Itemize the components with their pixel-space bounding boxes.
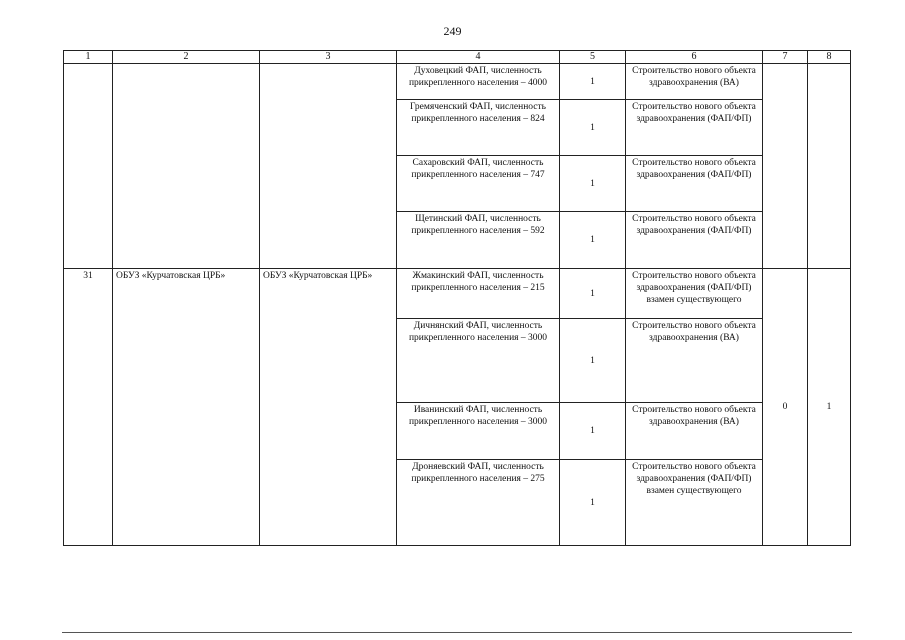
action-cell: Строительство нового объекта здравоохранения (ВА) xyxy=(626,403,763,460)
org-cell xyxy=(113,64,260,269)
facility-cell: Гремяченский ФАП, численность прикрепленного населения – 824 xyxy=(397,100,560,156)
facility-cell: Духовецкий ФАП, численность прикрепленного населения – 4000 xyxy=(397,64,560,100)
header-cell: 6 xyxy=(626,51,763,64)
action-cell: Строительство нового объекта здравоохранения (ФАП/ФП) xyxy=(626,156,763,212)
action-cell: Строительство нового объекта здравоохранения (ВА) xyxy=(626,319,763,403)
col7-cell xyxy=(763,64,808,269)
header-cell: 2 xyxy=(113,51,260,64)
col8-cell xyxy=(808,64,851,269)
header-cell: 3 xyxy=(260,51,397,64)
header-cell: 1 xyxy=(64,51,113,64)
facilities-table xyxy=(63,50,851,546)
action-cell: Строительство нового объекта здравоохранения (ВА) xyxy=(626,64,763,100)
count-cell: 1 xyxy=(560,403,626,460)
action-cell: Строительство нового объекта здравоохранения (ФАП/ФП) взамен существующего xyxy=(626,269,763,319)
header-cell: 4 xyxy=(397,51,560,64)
count-cell: 1 xyxy=(560,212,626,269)
number-cell xyxy=(64,64,113,269)
header-row xyxy=(64,51,851,64)
facility-cell: Дроняевский ФАП, численность прикрепленного населения – 275 xyxy=(397,460,560,546)
count-cell: 1 xyxy=(560,460,626,546)
facility-cell: Жмакинский ФАП, численность прикрепленного населения – 215 xyxy=(397,269,560,319)
action-cell: Строительство нового объекта здравоохранения (ФАП/ФП) взамен существующего xyxy=(626,460,763,546)
header-cell: 5 xyxy=(560,51,626,64)
count-cell: 1 xyxy=(560,64,626,100)
number-cell: 31 xyxy=(64,269,113,546)
org-cell: ОБУЗ «Курчатовская ЦРБ» xyxy=(113,269,260,546)
page-number: 249 xyxy=(443,24,462,38)
col8-cell: 1 xyxy=(808,269,851,546)
facility-cell: Сахаровский ФАП, численность прикрепленного населения – 747 xyxy=(397,156,560,212)
facility-cell: Дичнянский ФАП, численность прикрепленного населения – 3000 xyxy=(397,319,560,403)
action-cell: Строительство нового объекта здравоохранения (ФАП/ФП) xyxy=(626,212,763,269)
header-cell: 7 xyxy=(763,51,808,64)
col7-cell: 0 xyxy=(763,269,808,546)
table-row xyxy=(64,269,851,319)
bottom-divider xyxy=(62,632,852,633)
action-cell: Строительство нового объекта здравоохранения (ФАП/ФП) xyxy=(626,100,763,156)
facility-cell: Щетинский ФАП, численность прикрепленного населения – 592 xyxy=(397,212,560,269)
count-cell: 1 xyxy=(560,269,626,319)
org2-cell xyxy=(260,64,397,269)
count-cell: 1 xyxy=(560,319,626,403)
facility-cell: Иванинский ФАП, численность прикрепленного населения – 3000 xyxy=(397,403,560,460)
header-cell: 8 xyxy=(808,51,851,64)
org2-cell: ОБУЗ «Курчатовская ЦРБ» xyxy=(260,269,397,546)
table-row xyxy=(64,64,851,100)
count-cell: 1 xyxy=(560,100,626,156)
count-cell: 1 xyxy=(560,156,626,212)
